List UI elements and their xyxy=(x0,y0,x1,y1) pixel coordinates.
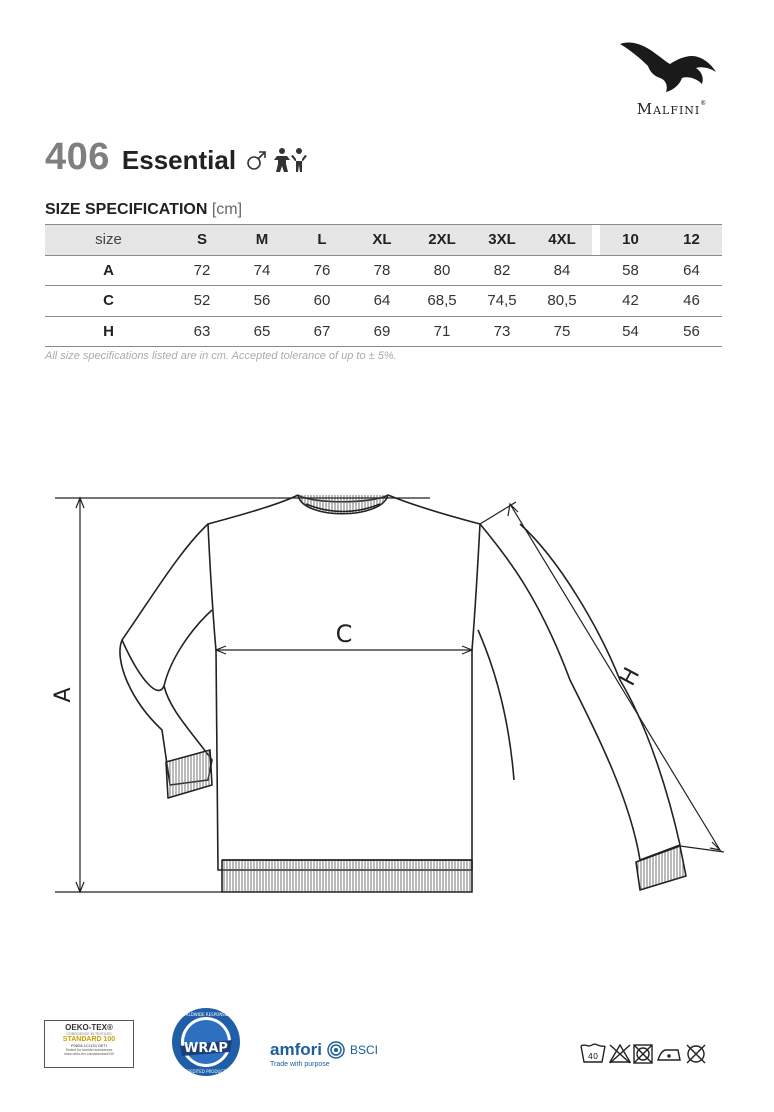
table-cell: 46 xyxy=(683,292,700,310)
amfori-bsci-logo xyxy=(270,1040,378,1068)
size-column-label: size xyxy=(45,225,172,256)
wash-40-icon xyxy=(581,1044,605,1062)
wrap-ring-top: WORLDWIDE RESPONSIBLE xyxy=(178,1012,234,1017)
table-cell: 63 xyxy=(193,322,211,340)
tolerance-note: All size specifications listed are in cm. Accepted tolerance of up to ± 5%. xyxy=(45,350,397,362)
care-symbols xyxy=(580,1042,725,1066)
amfori-ring-icon xyxy=(327,1041,345,1059)
table-cell: 82 xyxy=(493,261,511,279)
brand-logo xyxy=(612,38,732,128)
size-4xl: 4XL xyxy=(532,225,592,256)
row-label-a: A xyxy=(103,261,114,279)
measurement-diagram xyxy=(40,480,740,910)
size-spec-heading xyxy=(45,201,242,219)
oeko-subtitle: CONFIDENCE IN TEXTILES xyxy=(66,1032,112,1036)
measurement-lines xyxy=(55,498,724,892)
wrap-logo xyxy=(170,1006,242,1078)
kids-icon xyxy=(274,147,308,173)
size-l: L xyxy=(292,225,352,256)
table-cell: 72 xyxy=(193,261,211,279)
table-cell: 68,5 xyxy=(427,292,457,310)
no-dry-clean-icon xyxy=(687,1045,705,1063)
table-cell: 84 xyxy=(553,261,571,279)
table-header-row xyxy=(45,225,722,256)
table-cell: 74 xyxy=(253,261,271,279)
no-tumble-dry-icon xyxy=(634,1045,652,1063)
wrap-text: WRAP xyxy=(184,1041,228,1056)
table-cell: 71 xyxy=(433,322,451,340)
table-cell: 80 xyxy=(433,261,451,279)
amfori-name: amfori xyxy=(270,1040,322,1059)
table-cell: 56 xyxy=(253,292,271,310)
table-cell: 64 xyxy=(373,292,391,310)
table-row xyxy=(45,286,722,317)
size-12: 12 xyxy=(661,225,722,256)
size-m: M xyxy=(232,225,292,256)
oeko-tex-badge xyxy=(44,1020,134,1068)
size-spec-unit: [cm] xyxy=(211,201,243,218)
no-bleach-icon xyxy=(610,1045,630,1063)
product-title xyxy=(45,136,308,180)
table-cell: 54 xyxy=(622,322,639,340)
size-3xl: 3XL xyxy=(472,225,532,256)
size-spec-title: SIZE SPECIFICATION xyxy=(45,201,208,218)
sweatshirt-outline xyxy=(120,495,686,892)
table-gap xyxy=(592,286,600,317)
row-label-c: C xyxy=(103,292,114,310)
table-cell: 56 xyxy=(683,322,700,340)
table-gap xyxy=(592,255,600,286)
row-label-h: H xyxy=(103,322,114,340)
table-cell: 67 xyxy=(313,322,331,340)
male-icon xyxy=(246,149,268,171)
table-gap xyxy=(592,225,600,256)
label-a: A xyxy=(51,687,76,703)
table-cell: 69 xyxy=(373,322,391,340)
size-s: S xyxy=(172,225,232,256)
table-cell: 76 xyxy=(313,261,331,279)
oeko-standard: STANDARD 100 xyxy=(62,1036,116,1043)
gender-icons xyxy=(246,147,308,173)
oeko-tested: Tested for harmful substances xyxy=(65,1048,113,1052)
wrap-ring-bottom: ACCREDITED PRODUCTION xyxy=(178,1069,234,1074)
size-xl: XL xyxy=(352,225,412,256)
brand-wordmark: MALFINI® xyxy=(636,100,708,118)
eagle-logo-icon xyxy=(618,38,718,94)
table-cell: 64 xyxy=(683,261,700,279)
amfori-tagline: Trade with purpose xyxy=(270,1061,330,1068)
oeko-title: OEKO-TEX® xyxy=(65,1023,113,1032)
size-10: 10 xyxy=(600,225,661,256)
table-cell: 65 xyxy=(253,322,271,340)
table-row xyxy=(45,316,722,347)
table-cell: 58 xyxy=(622,261,639,279)
table-gap xyxy=(592,316,600,347)
size-table xyxy=(45,224,722,347)
size-2xl: 2XL xyxy=(412,225,472,256)
amfori-program: BSCI xyxy=(349,1043,378,1057)
table-cell: 42 xyxy=(622,292,639,310)
table-cell: 52 xyxy=(193,292,211,310)
iron-low-icon xyxy=(658,1050,680,1060)
table-cell: 60 xyxy=(313,292,331,310)
product-code: 406 xyxy=(45,136,110,178)
oeko-code: P0828-1CI133 OETI xyxy=(70,1043,108,1048)
wash-temp: 40 xyxy=(587,1052,599,1061)
table-cell: 75 xyxy=(553,322,571,340)
oeko-url: www.oeko-tex.com/standard100 xyxy=(64,1052,114,1056)
table-cell: 74,5 xyxy=(487,292,517,310)
table-cell: 78 xyxy=(373,261,391,279)
product-name: Essential xyxy=(121,145,237,175)
label-c: C xyxy=(335,620,353,648)
table-cell: 73 xyxy=(493,322,511,340)
label-h: H xyxy=(615,663,646,691)
table-cell: 80,5 xyxy=(547,292,577,310)
table-row xyxy=(45,255,722,286)
